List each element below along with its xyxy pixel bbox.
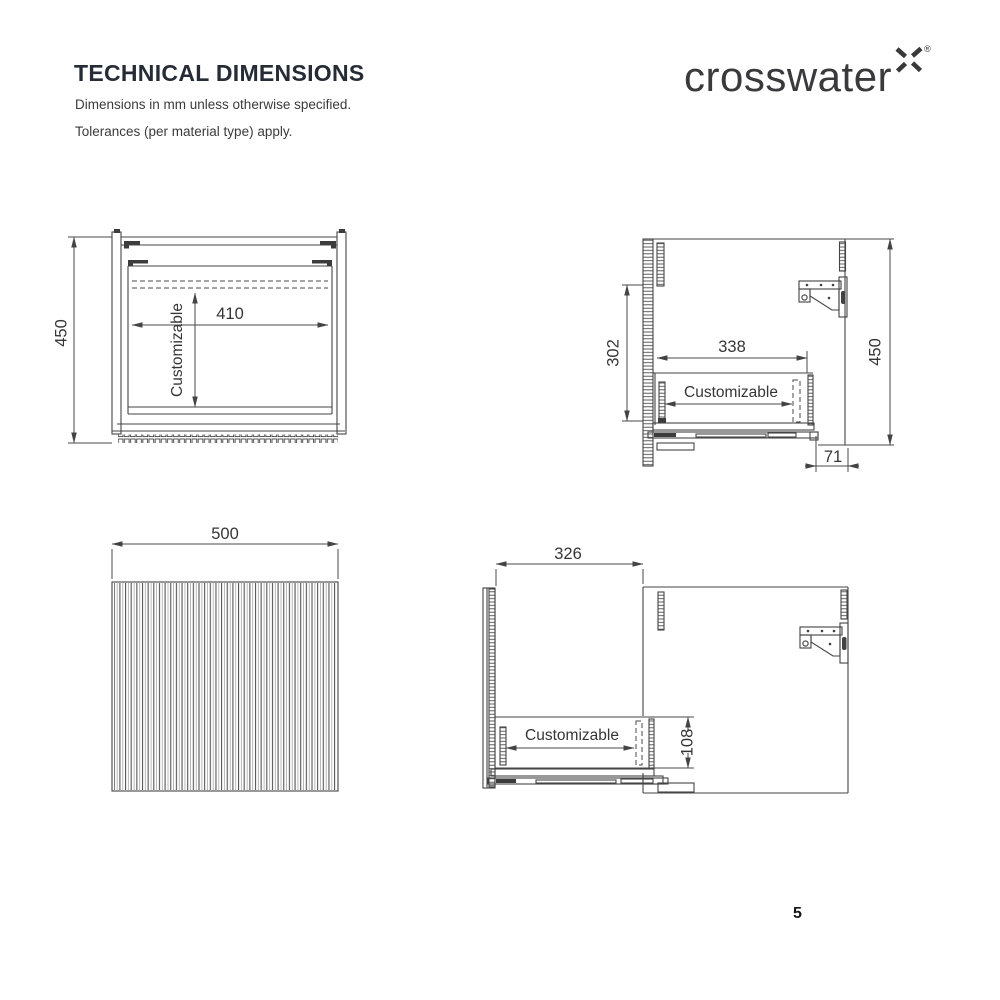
side-view-dimension-bottom-offset <box>805 436 859 472</box>
brand-x-icon <box>894 46 924 74</box>
wall-bracket <box>799 277 847 317</box>
plan-view-fluted-top <box>112 582 338 791</box>
subtitle-line-1: Dimensions in mm unless otherwise specified. <box>75 97 352 112</box>
brand-logo <box>684 44 931 100</box>
dimension-label-410: 410 <box>216 305 244 323</box>
page-number: 5 <box>793 905 802 922</box>
front-view-drawer-dashed-lines <box>132 281 328 288</box>
dimension-label-500: 500 <box>211 525 239 543</box>
front-view-dimension-customizable <box>169 293 195 407</box>
plan-view-dimension-width <box>112 525 338 579</box>
front-view-dimension-height <box>52 237 112 443</box>
page-title: TECHNICAL DIMENSIONS <box>74 60 365 86</box>
open-view-dimension-customizable <box>506 727 634 748</box>
open-view-drawer-front-panel <box>483 588 495 788</box>
customizable-label-side: Customizable <box>684 384 778 401</box>
open-view-dimension-drawer-height <box>654 717 696 768</box>
dimension-label-338: 338 <box>718 338 746 356</box>
dimension-label-height-450: 450 <box>52 319 71 347</box>
subtitle-line-2: Tolerances (per material type) apply. <box>75 124 293 139</box>
front-view-drawing <box>50 222 350 457</box>
plan-view-drawing <box>85 522 350 797</box>
side-view-dimension-inner-depth <box>657 338 807 373</box>
front-view-fluted-base <box>118 435 338 444</box>
open-view-drawing <box>466 526 886 804</box>
side-view-dimension-inner-height <box>604 285 643 421</box>
dimension-label-108: 108 <box>678 728 697 757</box>
brand-wordmark: crosswater <box>684 53 893 100</box>
side-view-runner-assembly <box>648 418 818 450</box>
side-view-dimension-customizable <box>665 384 792 404</box>
wall-bracket <box>800 623 848 663</box>
customizable-label-open: Customizable <box>525 727 619 744</box>
open-view-cabinet <box>643 587 848 793</box>
open-view-dimension-extension <box>496 545 643 586</box>
dimension-label-height-450: 450 <box>866 338 885 366</box>
side-view-drawing <box>596 222 898 480</box>
dimension-label-71: 71 <box>823 448 843 466</box>
customizable-label-front: Customizable <box>169 303 187 397</box>
front-view-dimension-inner-width <box>132 305 328 325</box>
dimension-label-326: 326 <box>554 545 582 563</box>
side-view-dimension-height <box>818 239 894 445</box>
front-view-corner-brackets <box>114 229 345 266</box>
dimension-label-302: 302 <box>604 339 623 367</box>
registered-trademark: ® <box>924 44 931 54</box>
open-view-runner-assembly <box>488 769 694 792</box>
